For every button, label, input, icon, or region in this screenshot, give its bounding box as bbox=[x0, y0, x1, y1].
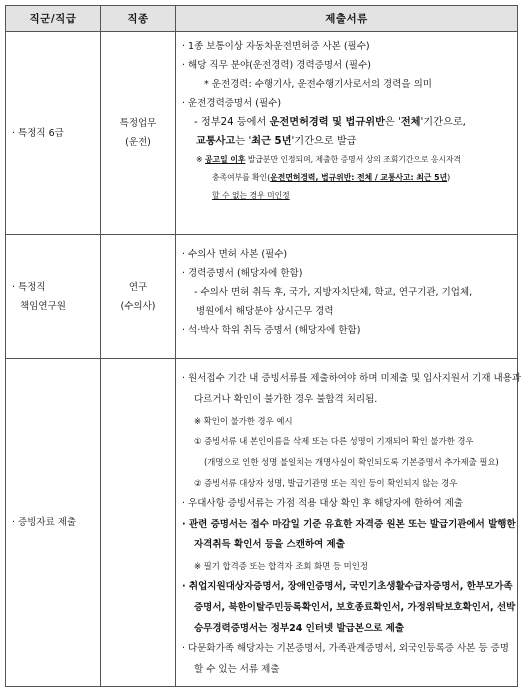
header-job: 직종 bbox=[101, 6, 176, 32]
documents-cell bbox=[176, 32, 518, 235]
job-cell bbox=[101, 235, 176, 359]
doc-line: 병원에서 해당분야 상시근무 경력 bbox=[196, 306, 334, 317]
doc-line: · 석·박사 학위 취득 증명서 (해당자에 한함) bbox=[182, 325, 361, 336]
job-line: 특정업무 bbox=[119, 118, 157, 129]
grade-text: · 증빙자료 제출 bbox=[12, 516, 77, 528]
doc-line: - 수의사 면허 취득 후, 국가, 지방자치단체, 학교, 연구기관, 기업체, bbox=[194, 287, 473, 298]
doc-line: 할 수 없는 경우 미인정 bbox=[212, 191, 290, 200]
doc-line: ※ 필기 합격증 또는 합격자 조회 화면 등 미인정 bbox=[194, 561, 368, 572]
doc-line: ※ 확인이 불가한 경우 예시 bbox=[194, 415, 293, 426]
job-cell bbox=[101, 359, 176, 687]
doc-line: ※ 공고일 이후 발급분만 인정되며, 제출한 증명서 상의 조회기간으로 응시자격 bbox=[196, 155, 462, 164]
doc-line: · 1종 보통이상 자동차운전면허증 사본 (필수) bbox=[182, 41, 370, 52]
doc-line: · 수의사 면허 사본 (필수) bbox=[182, 249, 288, 260]
doc-line: · 원서접수 기간 내 증빙서류를 제출하여야 하며 미제출 및 입사지원서 기재 내용과 bbox=[182, 373, 521, 384]
doc-line: · 우대사항 증빙서류는 가점 적용 대상 확인 후 해당자에 한하여 제출 bbox=[182, 497, 463, 509]
table-row bbox=[6, 32, 518, 235]
grade-text: 책임연구원 bbox=[20, 300, 66, 312]
doc-line: 교통사고는 '최근 5년'기간으로 발급 bbox=[196, 136, 357, 147]
grade-text: · 특정직 bbox=[12, 281, 46, 293]
documents-cell bbox=[176, 359, 521, 687]
doc-line: 증명서, 북한이탈주민등록확인서, 보호종료확인서, 가정위탁보호확인서, 선박 bbox=[194, 601, 516, 613]
doc-line: 자격취득 확인서 등을 스캔하여 제출 bbox=[194, 539, 345, 551]
doc-line: 다르거나 확인이 불가한 경우 불합격 처리됨. bbox=[194, 393, 378, 405]
grade-text: · 특정직 6급 bbox=[12, 127, 64, 139]
doc-line: · 관련 증명서는 접수 마감일 기준 유효한 자격증 원본 또는 발급기관에서 발행한 bbox=[182, 518, 516, 530]
header-grade: 직군/직급 bbox=[6, 6, 101, 32]
job-cell bbox=[101, 32, 176, 235]
job-line: 연구 bbox=[128, 281, 148, 293]
doc-line: · 취업지원대상자증명서, 장애인증명서, 국민기초생활수급자증명서, 한부모가족 bbox=[182, 580, 513, 592]
doc-line: · 운전경력증명서 (필수) bbox=[182, 98, 282, 109]
requirements-table bbox=[5, 5, 521, 687]
documents-cell bbox=[176, 235, 518, 359]
doc-line: 승무경력증명서는 정부24 인터넷 발급본으로 제출 bbox=[194, 622, 404, 634]
grade-cell bbox=[6, 359, 101, 687]
table-header-row bbox=[6, 6, 518, 32]
job-line: (수의사) bbox=[120, 300, 156, 312]
grade-cell bbox=[6, 32, 101, 235]
doc-line: · 다문화가족 해당자는 기본증명서, 가족관계증명서, 외국인등록증 사본 등 증명 bbox=[182, 643, 509, 655]
header-documents: 제출서류 bbox=[176, 6, 518, 32]
doc-line: (개명으로 인한 성명 불일치는 개명사실이 확인되도록 기본증명서 추가제출 필요) bbox=[204, 457, 499, 468]
doc-line: - 정부24 등에서 운전면허경력 및 법규위반은 '전체'기간으로, bbox=[194, 117, 466, 128]
doc-line: 충족여부를 확인(운전면허경력, 법규위반: 전체 / 교통사고: 최근 5년) bbox=[212, 173, 451, 182]
grade-cell bbox=[6, 235, 101, 359]
table-row bbox=[6, 235, 518, 359]
table-row bbox=[6, 359, 518, 687]
doc-line: ② 증빙서류 대상자 성명, 발급기관명 또는 직인 등이 확인되지 않는 경우 bbox=[194, 477, 458, 488]
doc-line: * 운전경력: 수행기사, 운전수행기사로서의 경력을 의미 bbox=[204, 79, 432, 90]
doc-line: ① 증빙서류 내 본인이름을 삭제 또는 다른 성명이 기재되어 확인 불가한 경우 bbox=[194, 436, 474, 447]
job-line: (운전) bbox=[125, 137, 151, 148]
doc-line: · 경력증명서 (해당자에 한함) bbox=[182, 268, 303, 279]
doc-line: · 해당 직무 분야(운전경력) 경력증명서 (필수) bbox=[182, 60, 371, 71]
doc-line: 할 수 있는 서류 제출 bbox=[194, 664, 280, 676]
